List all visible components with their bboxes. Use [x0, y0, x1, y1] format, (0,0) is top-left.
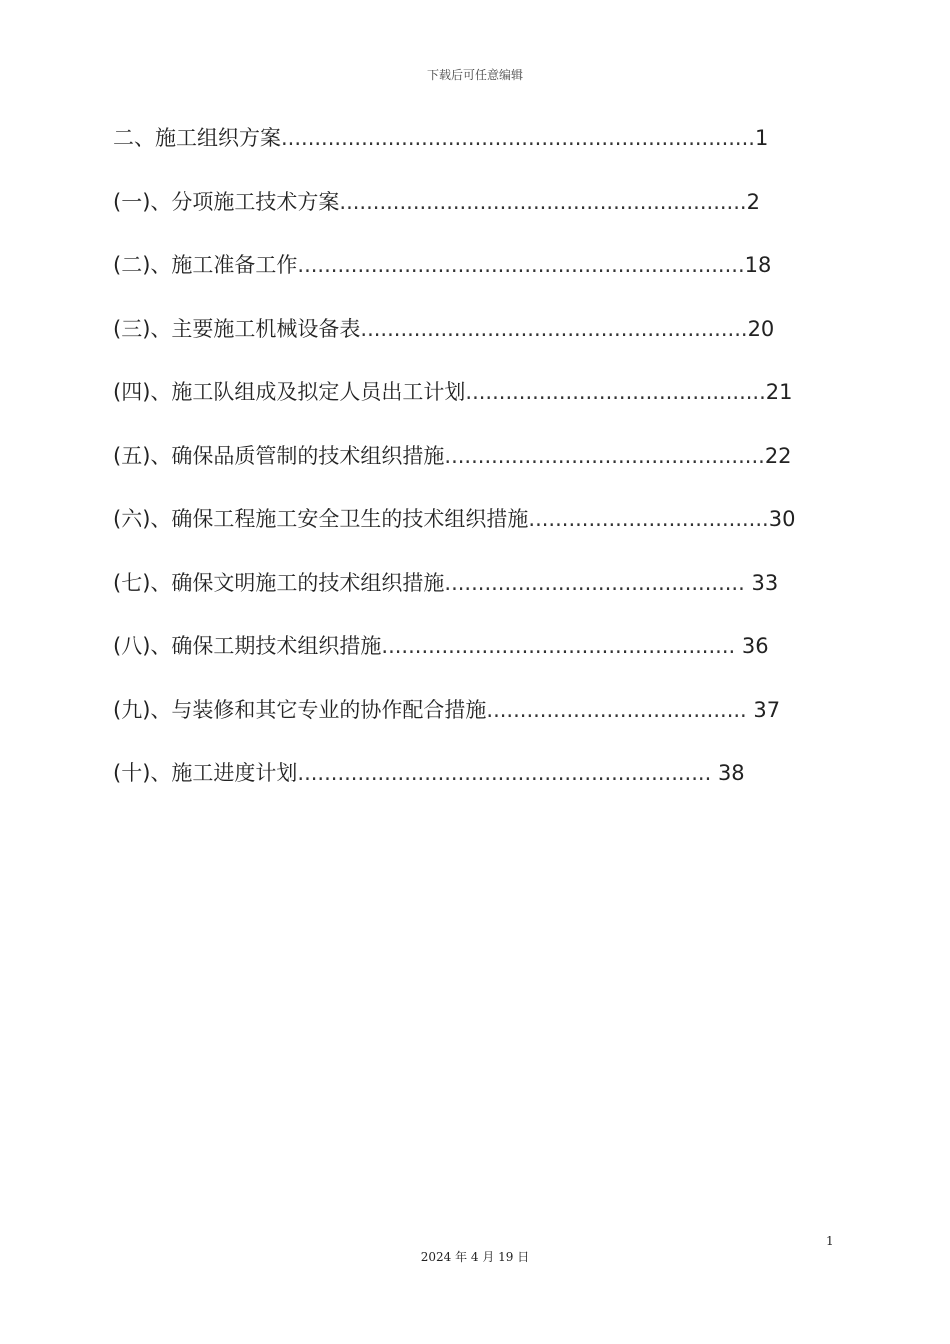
toc-entry[interactable] — [113, 116, 833, 180]
toc-entry-title: (五)、确保品质管制的技术组织措施 — [113, 443, 445, 468]
toc-entry-page: 36 — [735, 634, 769, 658]
toc-entry-page: 1 — [754, 126, 769, 150]
toc-leader-dots: ................................................ — [444, 443, 765, 468]
toc-entry-title: 二、施工组织方案 — [113, 126, 281, 150]
toc-entry-title: (七)、确保文明施工的技术组织措施 — [113, 570, 445, 595]
page-header: 下载后可任意编辑 — [426, 68, 523, 82]
toc-entry[interactable] — [113, 434, 833, 498]
toc-entry-page: 21 — [765, 380, 793, 404]
toc-entry[interactable] — [113, 561, 833, 625]
toc-leader-dots: .............................................................. — [297, 761, 712, 785]
toc-entry-title: (十)、施工进度计划 — [113, 761, 298, 785]
toc-leader-dots: ................................................................... — [297, 253, 745, 277]
toc-entry-title: (六)、确保工程施工安全卫生的技术组织措施 — [113, 507, 529, 531]
toc-entry-page: 33 — [744, 570, 779, 595]
toc-entry-page: 30 — [768, 507, 796, 531]
toc-entry-page: 18 — [744, 253, 772, 277]
toc-leader-dots: ............................................. — [444, 570, 745, 595]
toc-entry-page: 2 — [746, 189, 760, 214]
toc-leader-dots: ............................................................. — [339, 189, 747, 214]
toc-entry-title: (九)、与装修和其它专业的协作配合措施 — [113, 697, 487, 722]
toc-leader-dots: ....................................... — [486, 697, 747, 722]
toc-entry-title: (四)、施工队组成及拟定人员出工计划 — [113, 380, 466, 404]
page-footer-date: 2024 年 4 月 19 日 — [420, 1250, 530, 1264]
toc-leader-dots: .................................... — [528, 507, 769, 531]
toc-leader-dots: ....................................................................... — [281, 126, 755, 150]
table-of-contents — [113, 116, 833, 815]
toc-entry[interactable] — [113, 243, 833, 307]
toc-entry[interactable] — [113, 497, 833, 561]
toc-entry[interactable] — [113, 180, 833, 244]
toc-leader-dots: ..................................................... — [381, 634, 736, 658]
toc-entry[interactable] — [113, 370, 833, 434]
toc-entry-title: (二)、施工准备工作 — [113, 253, 298, 277]
toc-entry-page: 20 — [747, 316, 775, 341]
toc-entry-title: (一)、分项施工技术方案 — [113, 189, 340, 214]
toc-entry-page: 38 — [711, 761, 745, 785]
toc-leader-dots: .......................................................... — [360, 316, 748, 341]
toc-entry[interactable] — [113, 751, 833, 815]
toc-entry-page: 37 — [746, 697, 781, 722]
toc-entry[interactable] — [113, 688, 833, 752]
toc-entry[interactable] — [113, 307, 833, 371]
toc-entry[interactable] — [113, 624, 833, 688]
page-number: 1 — [826, 1234, 834, 1248]
toc-entry-page: 22 — [764, 443, 792, 468]
toc-entry-title: (三)、主要施工机械设备表 — [113, 316, 361, 341]
toc-entry-title: (八)、确保工期技术组织措施 — [113, 634, 382, 658]
toc-leader-dots: ............................................. — [465, 380, 766, 404]
